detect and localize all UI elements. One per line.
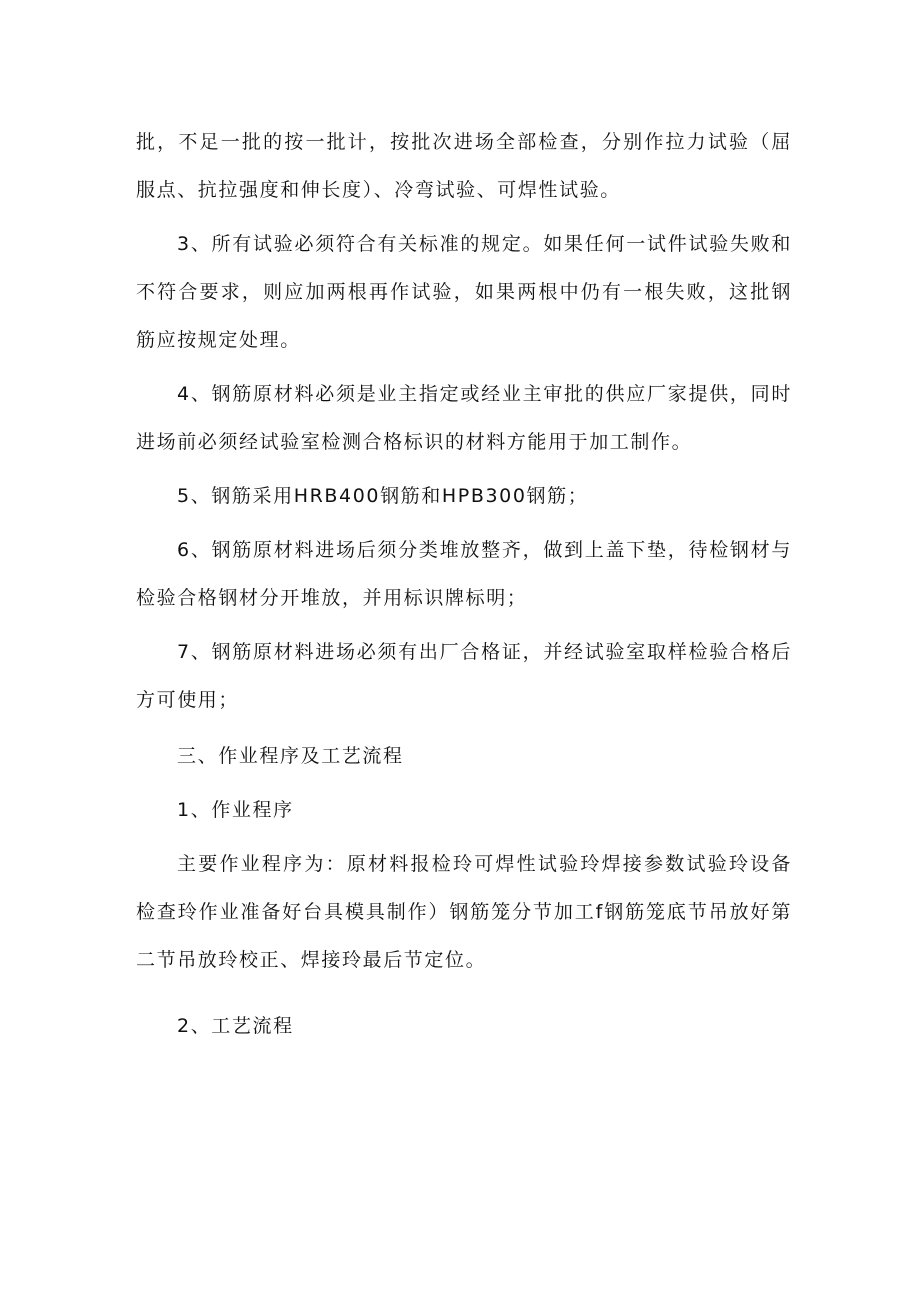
document-body [136, 118, 792, 1050]
paragraph-main-procedure: 主要作业程序为：原材料报检玲可焊性试验玲焊接参数试验玲设备检查玲作业准备好台具模具制作）钢筋笼分节加工f钢筋笼底节吊放好第二节吊放玲校正、焊接玲最后节定位。 [136, 853, 792, 971]
paragraph-item-4: 4、钢筋原材料必须是业主指定或经业主审批的供应厂家提供，同时进场前必须经试验室检测合格标识的材料方能用于加工制作。 [136, 383, 792, 453]
subheading-process-flow: 2、工艺流程 [177, 1015, 294, 1037]
section-heading-3: 三、作业程序及工艺流程 [177, 745, 404, 767]
paragraph-item-6: 6、钢筋原材料进场后须分类堆放整齐，做到上盖下垫，待检钢材与检验合格钢材分开堆放，并用标识牌标明； [136, 539, 792, 609]
paragraph-batch-testing: 批，不足一批的按一批计，按批次进场全部检查，分别作拉力试验（屈服点、抗拉强度和伸长度）、冷弯试验、可焊性试验。 [136, 131, 792, 201]
paragraph-item-7: 7、钢筋原材料进场必须有出厂合格证，并经试验室取样检验合格后方可使用； [136, 641, 792, 711]
paragraph-item-5: 5、钢筋采用HRB400钢筋和HPB300钢筋； [177, 485, 589, 507]
subheading-work-procedure: 1、作业程序 [177, 799, 294, 821]
paragraph-item-3: 3、所有试验必须符合有关标准的规定。如果任何一试件试验失败和不符合要求，则应加两根再作试验，如果两根中仍有一根失败，这批钢筋应按规定处理。 [136, 233, 792, 351]
